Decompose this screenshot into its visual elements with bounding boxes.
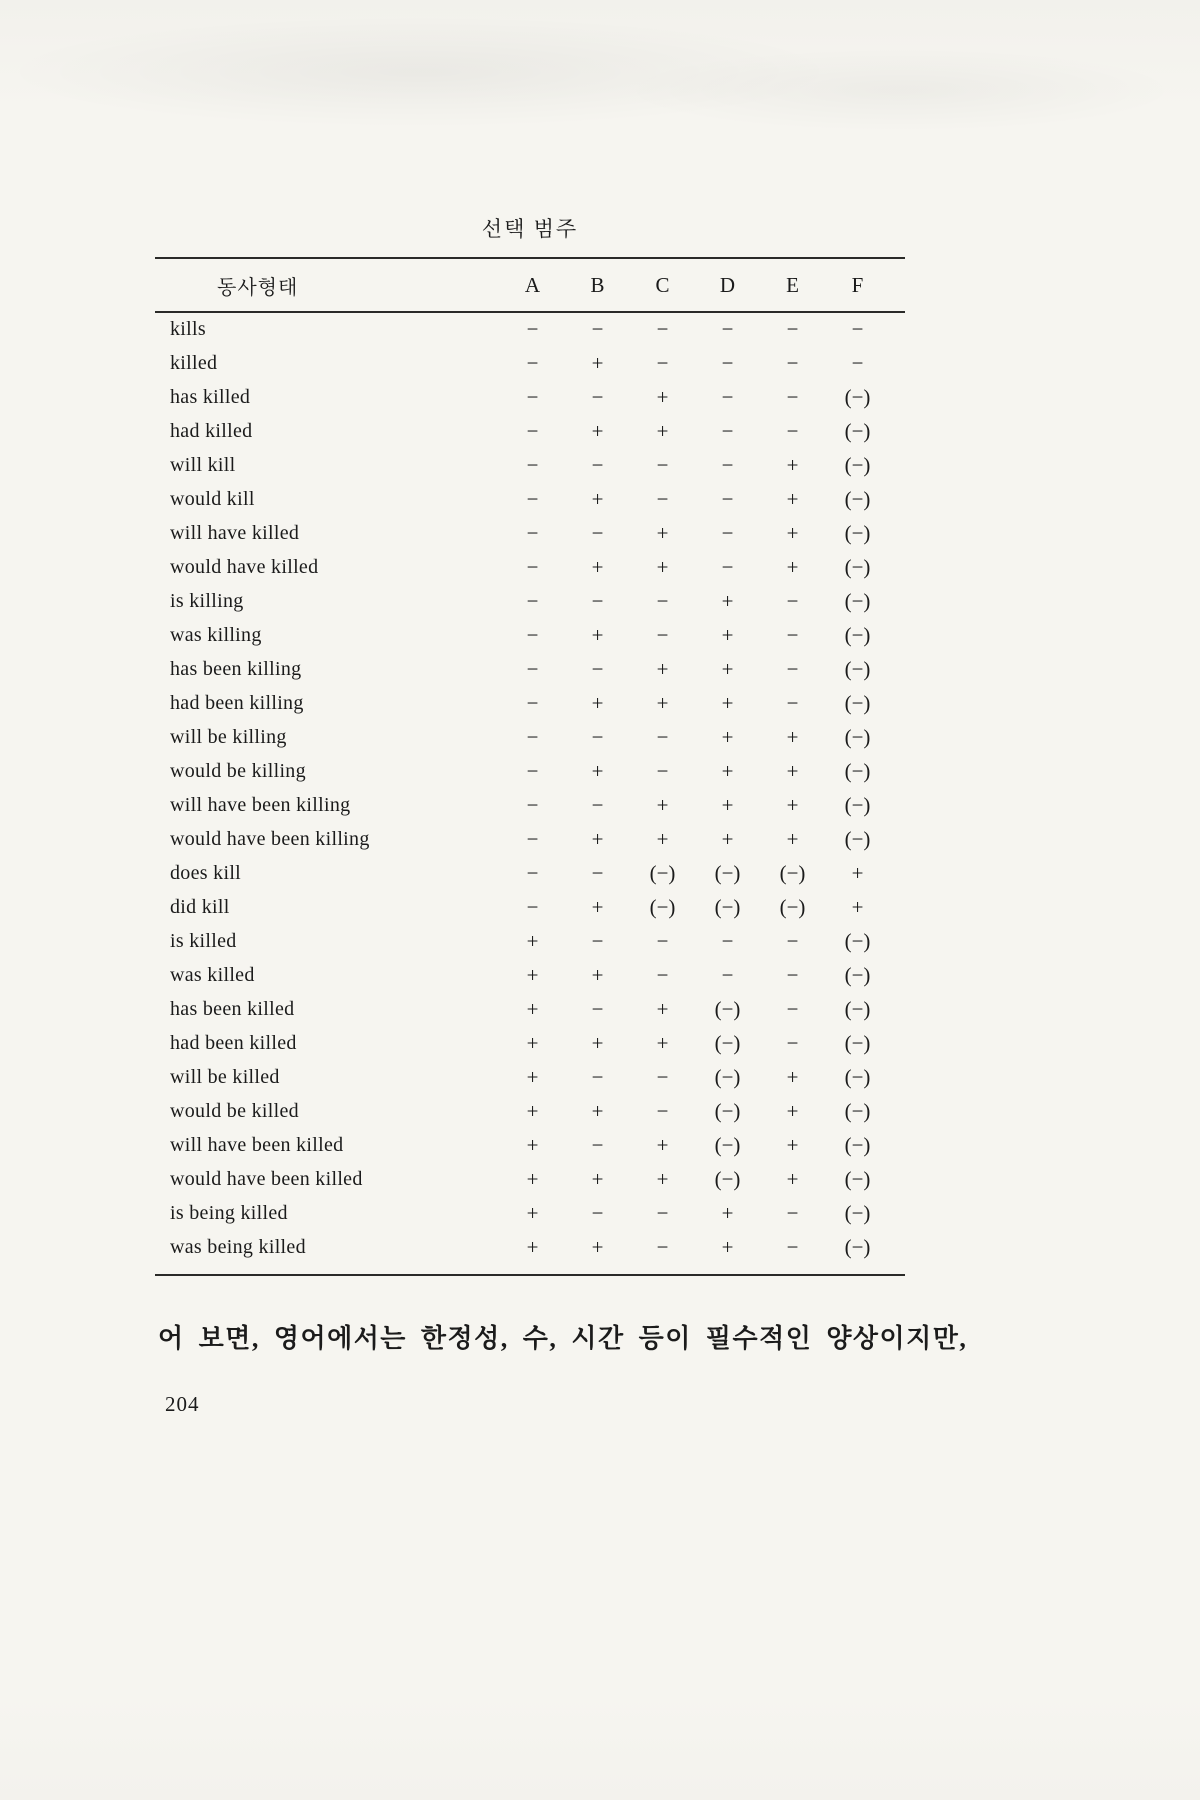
column-header-f: F <box>851 272 864 297</box>
value-cell: − <box>656 1235 669 1259</box>
verb-form-cell: will have been killing <box>170 794 351 816</box>
value-cell: + <box>591 1099 604 1123</box>
value-cell: + <box>786 521 799 545</box>
value-cell: (−) <box>844 419 871 443</box>
verb-form-cell: had killed <box>170 420 253 442</box>
table-row <box>155 1197 905 1231</box>
value-cell: + <box>786 453 799 477</box>
verb-form-cell: has been killing <box>170 658 302 680</box>
value-cell: − <box>786 589 799 613</box>
table-row <box>155 789 905 823</box>
value-cell: (−) <box>714 1099 741 1123</box>
verb-form-table <box>155 213 905 1276</box>
value-cell: − <box>526 317 539 341</box>
value-cell: + <box>591 759 604 783</box>
value-cell: − <box>851 351 864 375</box>
value-cell: + <box>656 827 669 851</box>
value-cell: + <box>786 1167 799 1191</box>
value-cell: − <box>721 487 734 511</box>
value-cell: + <box>721 1201 734 1225</box>
table-row <box>155 993 905 1027</box>
table-row <box>155 1061 905 1095</box>
verb-form-cell: was killing <box>170 624 262 646</box>
column-header-e: E <box>786 272 799 297</box>
value-cell: − <box>591 385 604 409</box>
table-row <box>155 483 905 517</box>
value-cell: − <box>526 827 539 851</box>
value-cell: + <box>656 657 669 681</box>
value-cell: − <box>591 521 604 545</box>
value-cell: (−) <box>844 385 871 409</box>
table-row <box>155 891 905 925</box>
value-cell: − <box>526 657 539 681</box>
value-cell: (−) <box>844 759 871 783</box>
value-cell: − <box>526 385 539 409</box>
table-row <box>155 721 905 755</box>
verb-form-cell: does kill <box>170 862 242 884</box>
value-cell: − <box>526 895 539 919</box>
value-cell: (−) <box>844 963 871 987</box>
value-cell: + <box>526 929 539 953</box>
value-cell: − <box>656 453 669 477</box>
value-cell: − <box>656 351 669 375</box>
value-cell: (−) <box>649 895 676 919</box>
table-row <box>155 687 905 721</box>
value-cell: + <box>656 1133 669 1157</box>
value-cell: (−) <box>844 521 871 545</box>
value-cell: − <box>591 929 604 953</box>
verb-form-cell: will kill <box>170 454 236 476</box>
value-cell: − <box>656 1065 669 1089</box>
value-cell: (−) <box>844 997 871 1021</box>
value-cell: (−) <box>844 1099 871 1123</box>
value-cell: − <box>786 963 799 987</box>
table-row <box>155 517 905 551</box>
value-cell: − <box>786 657 799 681</box>
value-cell: + <box>591 1235 604 1259</box>
value-cell: − <box>591 997 604 1021</box>
value-cell: + <box>721 589 734 613</box>
value-cell: (−) <box>714 895 741 919</box>
value-cell: − <box>786 1031 799 1055</box>
value-cell: − <box>721 963 734 987</box>
value-cell: + <box>591 963 604 987</box>
value-cell: + <box>591 555 604 579</box>
verb-form-cell: has killed <box>170 386 251 408</box>
verb-form-cell: will be killing <box>170 726 287 748</box>
value-cell: (−) <box>844 453 871 477</box>
verb-form-cell: did kill <box>170 896 230 918</box>
value-cell: − <box>591 1201 604 1225</box>
value-cell: (−) <box>844 1133 871 1157</box>
value-cell: − <box>526 589 539 613</box>
value-cell: − <box>656 1201 669 1225</box>
verb-form-cell: would have been killed <box>170 1168 363 1190</box>
value-cell: + <box>786 1065 799 1089</box>
value-cell: − <box>721 317 734 341</box>
value-cell: (−) <box>844 623 871 647</box>
verb-form-cell: would have been killing <box>170 828 370 850</box>
value-cell: − <box>526 351 539 375</box>
verb-form-cell: will have killed <box>170 522 300 544</box>
verb-form-cell: killed <box>170 352 218 374</box>
value-cell: + <box>591 623 604 647</box>
value-cell: − <box>591 589 604 613</box>
value-cell: + <box>786 759 799 783</box>
page-number: 204 <box>165 1392 200 1416</box>
value-cell: + <box>526 1065 539 1089</box>
value-cell: (−) <box>714 861 741 885</box>
value-cell: + <box>526 1201 539 1225</box>
value-cell: − <box>786 997 799 1021</box>
value-cell: (−) <box>844 1167 871 1191</box>
table-row <box>155 1095 905 1129</box>
verb-form-cell: had been killed <box>170 1032 297 1054</box>
value-cell: + <box>591 1031 604 1055</box>
column-header-c: C <box>655 272 670 297</box>
value-cell: + <box>656 419 669 443</box>
value-cell: − <box>591 453 604 477</box>
value-cell: (−) <box>844 657 871 681</box>
value-cell: − <box>721 351 734 375</box>
verb-form-cell: would kill <box>170 488 255 510</box>
value-cell: (−) <box>844 589 871 613</box>
verb-form-cell: would be killed <box>170 1100 299 1122</box>
verb-form-cell: was being killed <box>170 1236 306 1258</box>
value-cell: + <box>721 657 734 681</box>
value-cell: − <box>526 419 539 443</box>
value-cell: − <box>721 521 734 545</box>
table-row <box>155 1027 905 1061</box>
value-cell: − <box>526 453 539 477</box>
value-cell: + <box>656 521 669 545</box>
table-body <box>155 313 905 1265</box>
value-cell: − <box>591 317 604 341</box>
table-row <box>155 959 905 993</box>
value-cell: − <box>786 419 799 443</box>
value-cell: + <box>721 623 734 647</box>
column-header-d: D <box>719 272 736 297</box>
verb-form-cell: is killing <box>170 590 244 612</box>
value-cell: + <box>656 691 669 715</box>
table-header-row <box>155 259 905 311</box>
value-cell: − <box>591 793 604 817</box>
verb-form-cell: will have been killed <box>170 1134 344 1156</box>
verb-form-cell: had been killing <box>170 692 304 714</box>
value-cell: + <box>591 691 604 715</box>
column-header-b: B <box>590 272 605 297</box>
value-cell: + <box>721 725 734 749</box>
table-title: 선택 범주 <box>481 217 579 241</box>
verb-form-cell: is killed <box>170 930 237 952</box>
table-row <box>155 823 905 857</box>
verb-form-cell: is being killed <box>170 1202 288 1224</box>
value-cell: + <box>526 1099 539 1123</box>
value-cell: + <box>526 1133 539 1157</box>
value-cell: − <box>786 351 799 375</box>
value-cell: − <box>721 555 734 579</box>
value-cell: + <box>526 963 539 987</box>
value-cell: + <box>656 1031 669 1055</box>
table-row <box>155 415 905 449</box>
value-cell: − <box>591 1133 604 1157</box>
value-cell: − <box>656 725 669 749</box>
value-cell: − <box>591 657 604 681</box>
value-cell: (−) <box>844 1201 871 1225</box>
value-cell: − <box>656 589 669 613</box>
value-cell: + <box>786 793 799 817</box>
value-cell: − <box>786 929 799 953</box>
value-cell: + <box>526 1167 539 1191</box>
verb-form-cell: kills <box>170 318 206 340</box>
value-cell: + <box>656 1167 669 1191</box>
table-row <box>155 653 905 687</box>
rule-bottom <box>155 1274 905 1277</box>
value-cell: + <box>786 487 799 511</box>
value-cell: (−) <box>844 691 871 715</box>
value-cell: (−) <box>779 895 806 919</box>
value-cell: + <box>591 351 604 375</box>
table-row <box>155 585 905 619</box>
table-row <box>155 381 905 415</box>
value-cell: − <box>786 623 799 647</box>
verb-form-cell: was killed <box>170 964 255 986</box>
value-cell: − <box>656 759 669 783</box>
value-cell: (−) <box>844 725 871 749</box>
table-row <box>155 619 905 653</box>
verb-form-cell: has been killed <box>170 998 295 1020</box>
value-cell: (−) <box>844 1031 871 1055</box>
value-cell: − <box>786 1201 799 1225</box>
row-label-header: 동사형태 <box>217 276 299 299</box>
value-cell: − <box>526 793 539 817</box>
value-cell: − <box>526 521 539 545</box>
value-cell: + <box>526 1031 539 1055</box>
value-cell: + <box>721 827 734 851</box>
value-cell: − <box>786 317 799 341</box>
value-cell: − <box>526 487 539 511</box>
table-row <box>155 1163 905 1197</box>
value-cell: (−) <box>844 1065 871 1089</box>
verb-form-cell: would have killed <box>170 556 319 578</box>
value-cell: (−) <box>779 861 806 885</box>
value-cell: − <box>786 1235 799 1259</box>
value-cell: − <box>786 385 799 409</box>
value-cell: + <box>786 827 799 851</box>
value-cell: (−) <box>714 1031 741 1055</box>
value-cell: − <box>721 419 734 443</box>
value-cell: − <box>721 929 734 953</box>
value-cell: + <box>786 725 799 749</box>
value-cell: − <box>656 487 669 511</box>
value-cell: + <box>786 555 799 579</box>
value-cell: + <box>526 1235 539 1259</box>
table-row <box>155 1129 905 1163</box>
value-cell: − <box>786 691 799 715</box>
value-cell: − <box>656 623 669 647</box>
value-cell: (−) <box>714 997 741 1021</box>
value-cell: − <box>591 725 604 749</box>
column-header-a: A <box>524 272 541 297</box>
value-cell: − <box>526 623 539 647</box>
value-cell: (−) <box>844 487 871 511</box>
value-cell: + <box>851 895 864 919</box>
value-cell: + <box>591 895 604 919</box>
value-cell: (−) <box>844 1235 871 1259</box>
value-cell: − <box>656 317 669 341</box>
table-row <box>155 347 905 381</box>
value-cell: (−) <box>714 1167 741 1191</box>
value-cell: (−) <box>844 929 871 953</box>
table-row <box>155 755 905 789</box>
value-cell: + <box>721 691 734 715</box>
value-cell: + <box>721 759 734 783</box>
value-cell: − <box>851 317 864 341</box>
table-row <box>155 857 905 891</box>
value-cell: − <box>656 1099 669 1123</box>
verb-form-cell: will be killed <box>170 1066 280 1088</box>
value-cell: (−) <box>844 555 871 579</box>
value-cell: − <box>526 691 539 715</box>
value-cell: + <box>656 385 669 409</box>
value-cell: − <box>526 759 539 783</box>
value-cell: − <box>591 861 604 885</box>
value-cell: (−) <box>649 861 676 885</box>
value-cell: + <box>526 997 539 1021</box>
value-cell: + <box>656 793 669 817</box>
value-cell: (−) <box>714 1133 741 1157</box>
value-cell: (−) <box>714 1065 741 1089</box>
value-cell: − <box>656 929 669 953</box>
table-row <box>155 449 905 483</box>
value-cell: + <box>786 1099 799 1123</box>
value-cell: + <box>786 1133 799 1157</box>
value-cell: − <box>721 453 734 477</box>
table-row <box>155 1231 905 1265</box>
value-cell: + <box>591 487 604 511</box>
value-cell: + <box>851 861 864 885</box>
value-cell: − <box>526 555 539 579</box>
value-cell: + <box>721 1235 734 1259</box>
value-cell: − <box>656 963 669 987</box>
value-cell: + <box>591 827 604 851</box>
body-text: 어 보면, 영어에서는 한정성, 수, 시간 등이 필수적인 양상이지만, <box>158 1324 968 1353</box>
value-cell: + <box>721 793 734 817</box>
value-cell: − <box>526 725 539 749</box>
value-cell: + <box>591 1167 604 1191</box>
value-cell: − <box>721 385 734 409</box>
value-cell: + <box>656 555 669 579</box>
verb-form-cell: would be killing <box>170 760 306 782</box>
value-cell: − <box>526 861 539 885</box>
table-row <box>155 313 905 347</box>
value-cell: + <box>591 419 604 443</box>
value-cell: + <box>656 997 669 1021</box>
value-cell: (−) <box>844 827 871 851</box>
table-row <box>155 925 905 959</box>
table-row <box>155 551 905 585</box>
value-cell: (−) <box>844 793 871 817</box>
value-cell: − <box>591 1065 604 1089</box>
